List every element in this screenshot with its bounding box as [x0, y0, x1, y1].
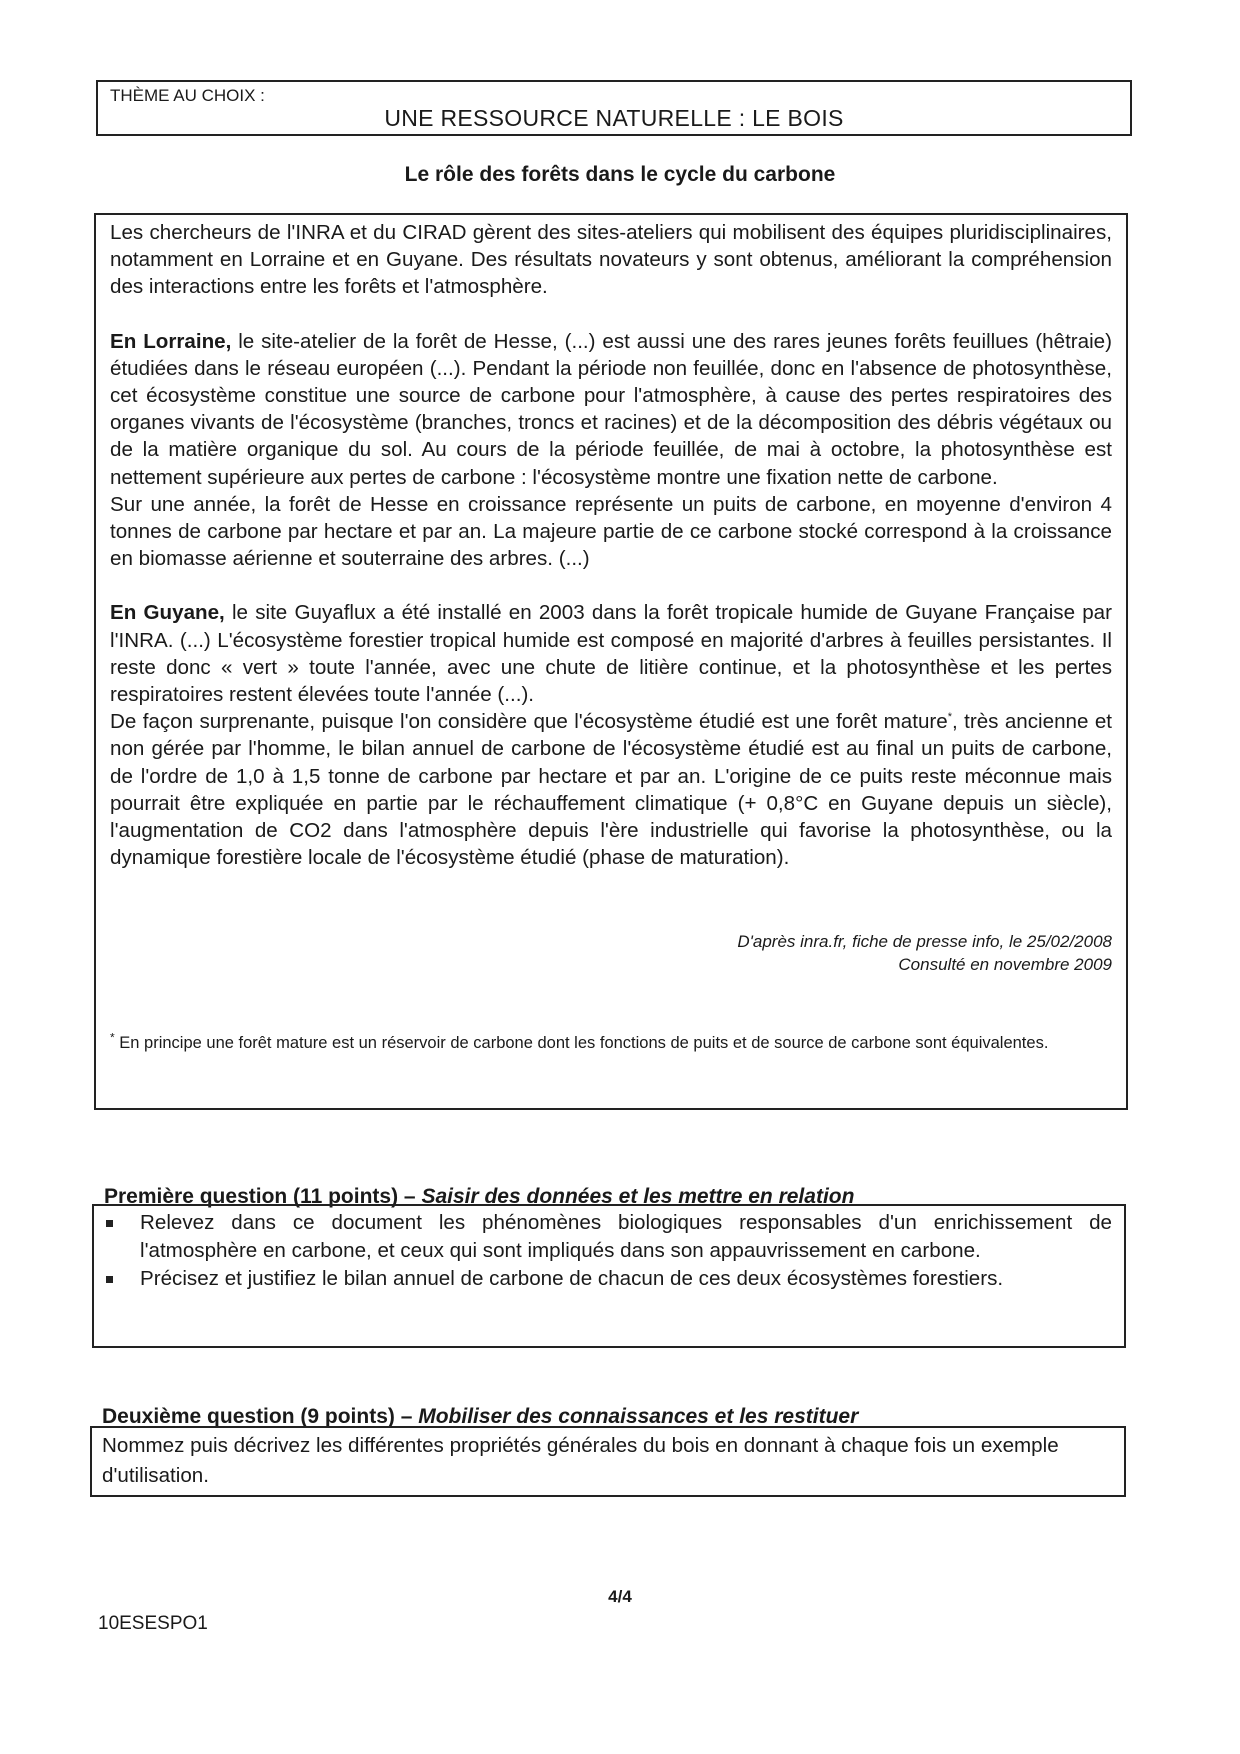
page-number: 4/4	[608, 1587, 632, 1606]
footnote-text: En principe une forêt mature est un réservoir de carbone dont les fonctions de puits et de source de carbone sont équivalentes.	[114, 1034, 1049, 1052]
source-citation	[737, 930, 1112, 976]
question-1-box	[92, 1204, 1126, 1348]
lorraine-label: En Lorraine,	[110, 329, 232, 353]
theme-box	[96, 80, 1132, 136]
footnote-star: *	[110, 1030, 115, 1045]
question-2-title: Deuxième question (9 points)	[102, 1405, 395, 1428]
question-1-item-text: Précisez et justifiez le bilan annuel de carbone de chacun de ces deux écosystèmes forestiers.	[140, 1267, 1004, 1290]
question-1-title: Première question (11 points)	[104, 1185, 399, 1208]
footnote-marker: *	[947, 711, 953, 724]
question-1-list	[104, 1209, 1112, 1293]
document-box	[94, 213, 1128, 1110]
question-2-type: Mobiliser des connaissances et les restituer	[418, 1405, 859, 1428]
theme-label: THÈME AU CHOIX :	[110, 86, 265, 105]
bullet-icon	[106, 1276, 113, 1283]
guyane-text-2b: , très ancienne et non gérée par l'homme, le bilan annuel de carbone de l'écosystème étudié est au final un puits de carbone, de l'ordre de 1,0 à 1,5 tonne de carbone par hectare et par an. L'origine de ce puits reste méconnue mais pourrait être expliquée en partie par le réchauffement climatique (+ 0,8°C en Guyane depuis un siècle), l'augmentation de CO2 dans l'atmosphère depuis l'ère industrielle qui favorise la photosynthèse, ou la dynamique forestière locale de l'écosystème étudié (phase de maturation).	[110, 710, 1112, 870]
guyane-label: En Guyane,	[110, 601, 225, 625]
question-2-box	[90, 1426, 1126, 1497]
bullet-icon	[106, 1220, 113, 1227]
question-1-dash: –	[398, 1185, 422, 1208]
document-text	[110, 219, 1112, 871]
source-line-2: Consulté en novembre 2009	[898, 955, 1112, 974]
lorraine-paragraph-2: Sur une année, la forêt de Hesse en croissance représente un puits de carbone, en moyenne d'environ 4 tonnes de carbone par hectare et par an. La majeure partie de ce carbone stocké correspond à la croissance en biomasse aérienne et souterraine des arbres. (...)	[110, 492, 1112, 571]
source-line-1: D'après inra.fr, fiche de presse info, le 25/02/2008	[737, 932, 1112, 951]
question-1-item	[104, 1209, 1112, 1265]
guyane-text: le site Guyaflux a été installé en 2003 dans la forêt tropicale humide de Guyane Française par l'INRA. (...) L'écosystème forestier tropical humide est composé en majorité d'arbres à feuilles persistantes. Il reste donc « vert » toute l'année, avec une chute de litière continue, et la photosynthèse et les pertes respiratoires restent élevées toute l'année (...).	[110, 601, 1112, 707]
question-1-type: Saisir des données et les mettre en relation	[421, 1185, 855, 1208]
theme-title: UNE RESSOURCE NATURELLE : LE BOIS	[384, 105, 844, 131]
lorraine-text: le site-atelier de la forêt de Hesse, (...) est aussi une des rares jeunes forêts feuillues (hêtraie) étudiées dans le réseau européen (...). Pendant la période non feuillée, donc en l'absence de photosynthèse, cet écosystème constitue une source de carbone pour l'atmosphère, à cause des pertes respiratoires des organes vivants de l'écosystème (branches, troncs et racines) et de la décomposition des débris végétaux ou de la matière organique du sol. Au cours de la période feuillée, de mai à octobre, la photosynthèse est nettement supérieure aux pertes de carbone : l'écosystème montre une fixation nette de carbone.	[110, 329, 1112, 489]
lorraine-paragraph	[110, 328, 1112, 491]
question-2-text: Nommez puis décrivez les différentes propriétés générales du bois en donnant à chaque fois un exemple d'utilisation.	[102, 1434, 1059, 1487]
document-code: 10ESESPO1	[98, 1613, 208, 1634]
guyane-paragraph	[110, 599, 1112, 708]
intro-paragraph: Les chercheurs de l'INRA et du CIRAD gèrent des sites-ateliers qui mobilisent des équipes pluridisciplinaires, notamment en Lorraine et en Guyane. Des résultats novateurs y sont obtenus, améliorant la compréhension des interactions entre les forêts et l'atmosphère.	[110, 221, 1112, 299]
guyane-text-2a: De façon surprenante, puisque l'on considère que l'écosystème étudié est une forêt mature	[110, 710, 948, 734]
question-1-item	[104, 1265, 1112, 1293]
footnote	[110, 1030, 1096, 1057]
document-title: Le rôle des forêts dans le cycle du carbone	[404, 163, 836, 186]
question-2-dash: –	[394, 1405, 419, 1428]
guyane-paragraph-2	[110, 708, 1112, 871]
question-1-item-text: Relevez dans ce document les phénomènes biologiques responsables d'un enrichissement de l'atmosphère en carbone, et ceux qui sont impliqués dans son appauvrissement en carbone.	[140, 1211, 1112, 1262]
